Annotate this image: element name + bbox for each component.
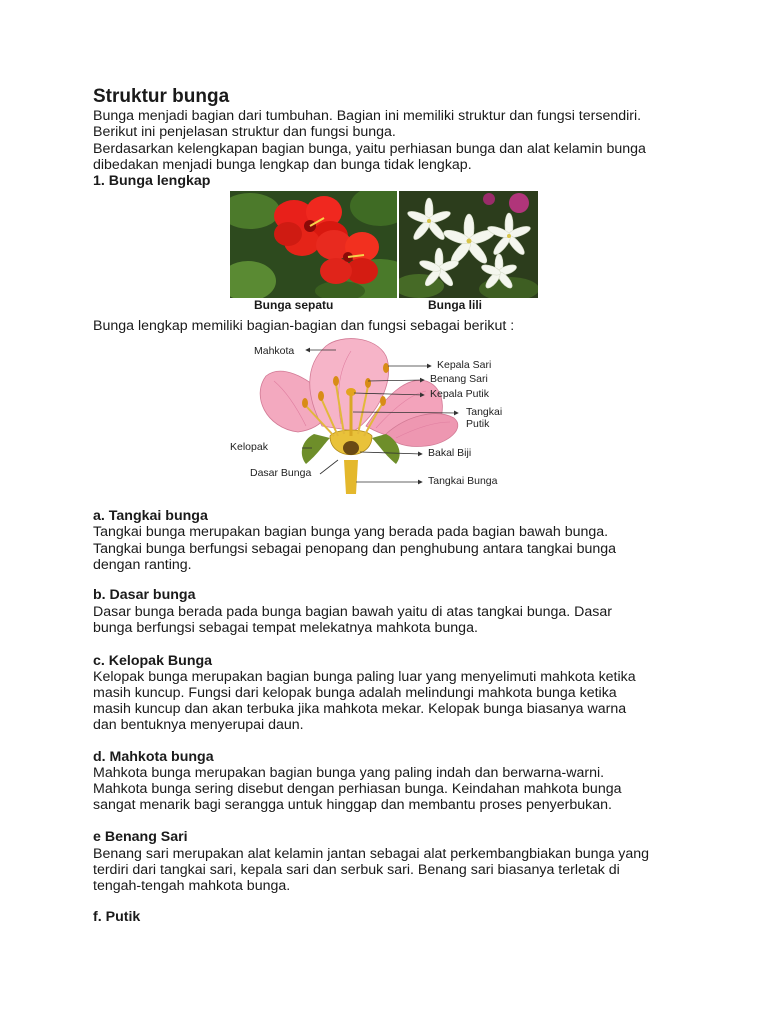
text-line: dengan ranting. [93, 557, 192, 573]
text-line: Mahkota bunga sering disebut dengan perhiasan bunga. Keindahan mahkota bunga [93, 781, 622, 797]
text-line: masih kuncup. Fungsi dari kelopak bunga adalah melindungi mahkota bunga ketika [93, 685, 617, 701]
label-mahkota: Mahkota [254, 345, 295, 357]
text-line: tengah-tengah mahkota bunga. [93, 878, 291, 894]
text-line: Dasar bunga berada pada bunga bagian bawah yaitu di atas tangkai bunga. Dasar [93, 604, 613, 620]
flower-structure-diagram [226, 336, 526, 496]
intro-line-2: Berikut ini penjelasan struktur dan fungsi bunga. [93, 124, 396, 140]
text-line: sangat menarik bagi serangga untuk hinggap dan membantu proses penyerbukan. [93, 797, 612, 813]
heading-tangkai-bunga: a. Tangkai bunga [93, 508, 208, 524]
section-heading-bunga-lengkap: 1. Bunga lengkap [93, 173, 211, 189]
label-tangkai-bunga: Tangkai Bunga [428, 475, 498, 487]
text-line: bunga berfungsi sebagai tempat melekatnya mahkota bunga. [93, 620, 478, 636]
label-dasar-bunga: Dasar Bunga [250, 467, 312, 479]
text-line: Tangkai bunga berfungsi sebagai penopang dan penghubung antara tangkai bunga [93, 541, 617, 557]
text-line: Mahkota bunga merupakan bagian bunga yang paling indah dan berwarna-warni. [93, 765, 605, 781]
label-bakal-biji: Bakal Biji [428, 447, 472, 459]
heading-dasar-bunga: b. Dasar bunga [93, 587, 196, 603]
text-line: terdiri dari tangkai sari, kepala sari dan serbuk sari. Benang sari biasanya terletak di [93, 862, 620, 878]
text-line: Kelopak bunga merupakan bagian bunga paling luar yang menyelimuti mahkota ketika [93, 669, 636, 685]
caption-bunga-sepatu: Bunga sepatu [254, 298, 334, 312]
intro-line-3: Berdasarkan kelengkapan bagian bunga, yaitu perhiasan bunga dan alat kelamin bunga [93, 141, 646, 157]
hibiscus-photo [230, 191, 397, 298]
text-line: Benang sari merupakan alat kelamin jantan sebagai alat perkembangbiakan bunga yang [93, 846, 650, 862]
heading-putik: f. Putik [93, 909, 141, 925]
heading-benang-sari: e Benang Sari [93, 829, 188, 845]
heading-mahkota-bunga: d. Mahkota bunga [93, 749, 214, 765]
label-benang-sari: Benang Sari [430, 373, 488, 385]
intro-line-1: Bunga menjadi bagian dari tumbuhan. Bagian ini memiliki struktur dan fungsi tersendiri. [93, 108, 642, 124]
lily-photo [399, 191, 538, 298]
intro-line-4: dibedakan menjadi bunga lengkap dan bunga tidak lengkap. [93, 157, 472, 173]
heading-kelopak-bunga: c. Kelopak Bunga [93, 653, 213, 669]
label-kelopak: Kelopak [230, 441, 268, 453]
diagram-intro-text: Bunga lengkap memiliki bagian-bagian dan fungsi sebagai berikut : [93, 318, 515, 334]
text-line: Tangkai bunga merupakan bagian bunga yang berada pada bagian bawah bunga. [93, 524, 609, 540]
text-line: masih kuncup dan akan terbuka jika mahkota mekar. Kelopak bunga biasanya warna [93, 701, 627, 717]
caption-bunga-lili: Bunga lili [428, 298, 482, 312]
label-tangkai-putik: Tangkai Putik [466, 406, 503, 430]
label-kepala-putik: Kepala Putik [430, 388, 489, 400]
label-kepala-sari: Kepala Sari [437, 359, 492, 371]
page-title: Struktur bunga [93, 86, 230, 107]
text-line: dan bentuknya menyerupai daun. [93, 717, 304, 733]
